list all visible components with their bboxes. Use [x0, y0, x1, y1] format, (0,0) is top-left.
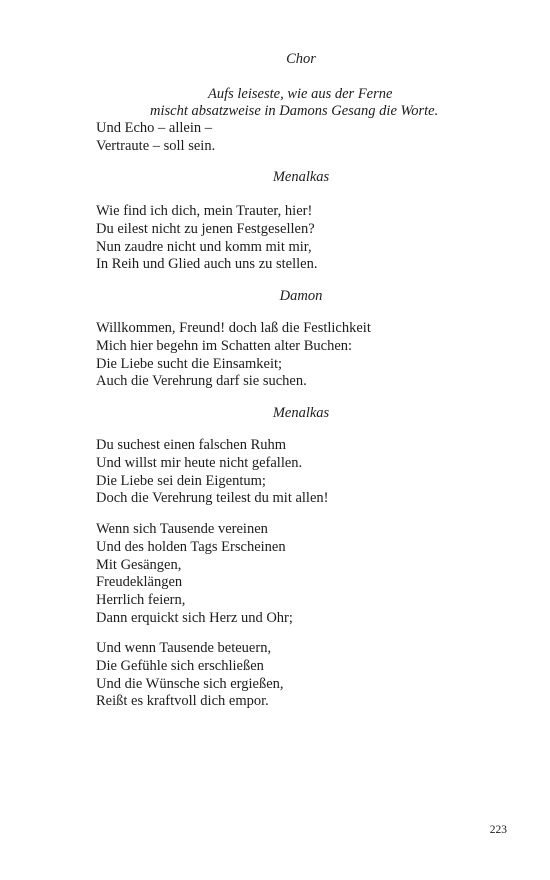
verse-line: Und wenn Tausende beteuern, — [96, 640, 272, 656]
verse-line: Herrlich feiern, — [96, 592, 186, 609]
verse-line: Nun zaudre nicht und komm mit mir, — [96, 238, 312, 255]
chor-verse — [96, 120, 215, 156]
verse-line: Freudeklängen — [96, 574, 183, 591]
speaker-damon: Damon — [279, 288, 323, 304]
speaker-menalkas: Menalkas — [272, 405, 330, 421]
speaker-menalkas: Menalkas — [272, 169, 330, 185]
verse-line: Vertraute – soll sein. — [96, 137, 216, 154]
verse-line: Die Gefühle sich erschließen — [96, 657, 264, 674]
menalkas-verse-3 — [96, 521, 293, 628]
verse-line: Doch die Verehrung teilest du mit allen! — [96, 490, 329, 507]
page-number: 223 — [489, 824, 507, 836]
verse-line: Auch die Verehrung darf sie suchen. — [96, 373, 307, 390]
verse-line: In Reih und Glied auch uns zu stellen. — [96, 256, 318, 273]
verse-line: Dann erquickt sich Herz und Ohr; — [96, 609, 293, 626]
verse-line: Du eilest nicht zu jenen Festgesellen? — [96, 220, 315, 237]
verse-line: Wenn sich Tausende vereinen — [96, 521, 268, 537]
stage-direction-line-1: Aufs leiseste, wie aus der Ferne — [208, 86, 393, 102]
verse-line: Die Liebe sei dein Eigentum; — [96, 472, 266, 489]
damon-verse — [96, 320, 371, 391]
menalkas-verse-4 — [96, 640, 284, 711]
stage-direction-line-2: mischt absatzweise in Damons Gesang die Worte. — [150, 103, 439, 119]
verse-line: Mich hier begehn im Schatten alter Buchen: — [96, 337, 353, 354]
verse-line: Und die Wünsche sich ergießen, — [96, 675, 284, 692]
verse-line: Und Echo – allein – — [96, 120, 212, 136]
verse-line: Reißt es kraftvoll dich empor. — [96, 693, 269, 710]
verse-line: Die Liebe sucht die Einsamkeit; — [96, 355, 283, 372]
verse-line: Und des holden Tags Erscheinen — [96, 538, 286, 555]
verse-line: Willkommen, Freund! doch laß die Festlichkeit — [96, 320, 371, 336]
menalkas-verse-2 — [96, 437, 328, 508]
verse-line: Du suchest einen falschen Ruhm — [96, 437, 287, 453]
verse-line: Und willst mir heute nicht gefallen. — [96, 454, 303, 471]
menalkas-verse-1 — [96, 203, 317, 274]
speaker-chor: Chor — [286, 51, 316, 67]
verse-line: Wie find ich dich, mein Trauter, hier! — [96, 203, 313, 219]
verse-line: Mit Gesängen, — [96, 556, 182, 573]
